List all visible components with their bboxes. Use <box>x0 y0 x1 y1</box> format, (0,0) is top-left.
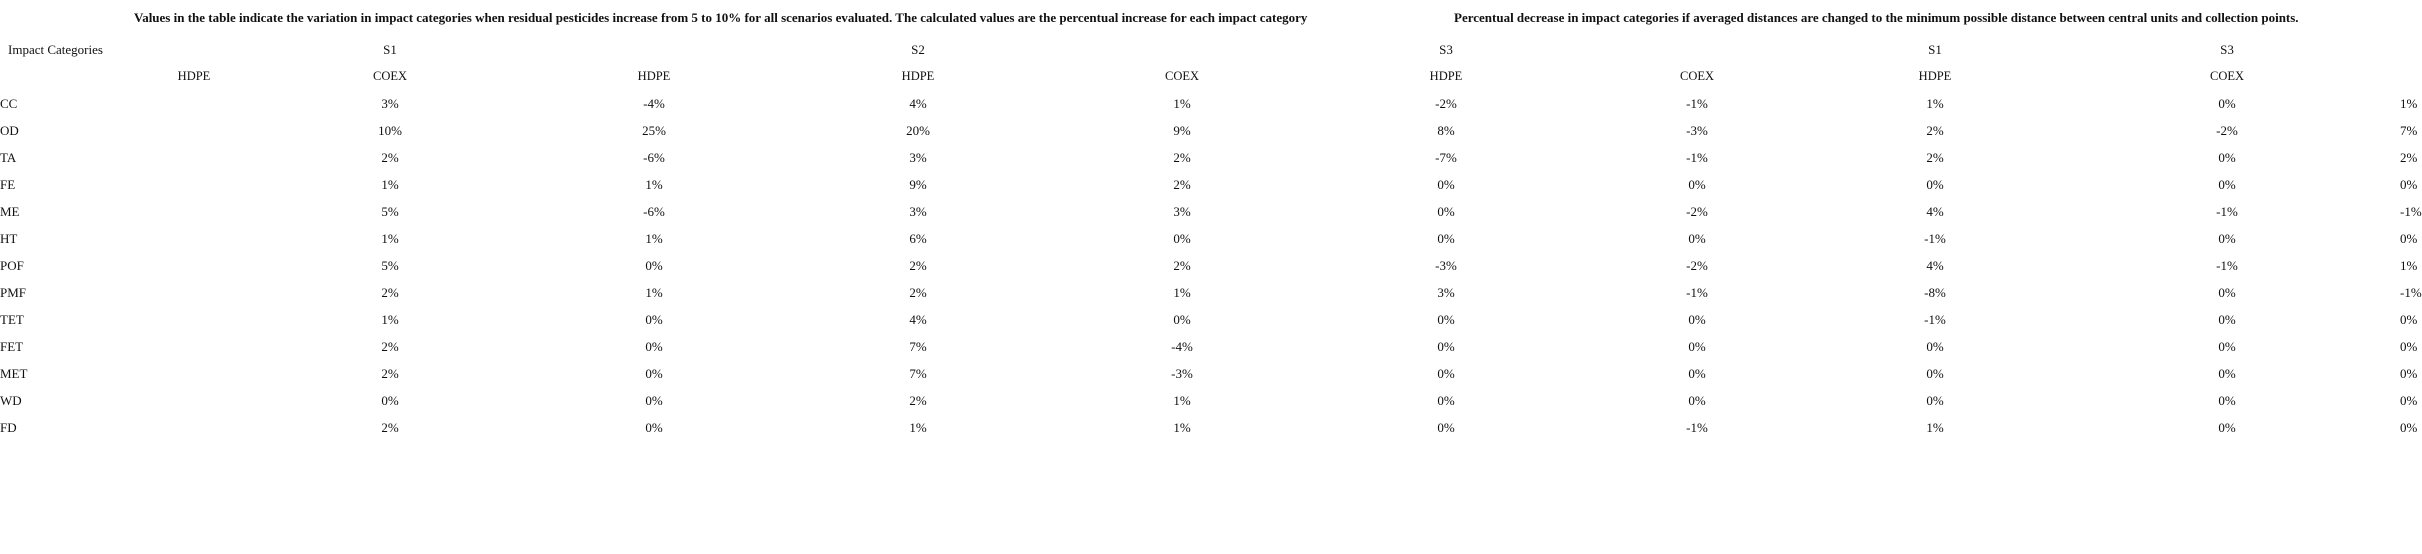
material-heading: HDPE <box>1918 69 1952 83</box>
percent-value-cell: 0% <box>2218 365 2236 381</box>
percent-value-cell: -1% <box>1686 95 1708 111</box>
impact-category-label: PMF <box>0 284 27 300</box>
scenario-heading: S1 <box>1928 41 1942 57</box>
percent-value-cell: 0% <box>1688 338 1706 354</box>
percent-value-cell: 0% <box>1926 338 1944 354</box>
percent-value-cell: 2% <box>909 392 927 408</box>
percent-value-cell: 1% <box>645 284 663 300</box>
percent-value-cell: 4% <box>1926 257 1944 273</box>
percent-value-cell: 1% <box>645 230 663 246</box>
impact-category-label: FE <box>0 176 16 192</box>
empty-cell <box>130 144 258 171</box>
percent-value-cell: -7% <box>1435 149 1457 165</box>
impact-categories-table <box>0 36 2422 441</box>
percent-value-cell: 0% <box>2218 338 2236 354</box>
percent-value-cell: 3% <box>1173 203 1191 219</box>
percent-value-cell: 20% <box>906 122 930 138</box>
percent-value-cell: 0% <box>645 419 663 435</box>
percent-value-cell: 7% <box>909 365 927 381</box>
percent-value-cell: 0% <box>1437 419 1455 435</box>
percent-value-cell: 7% <box>909 338 927 354</box>
percent-value-cell: 9% <box>1173 122 1191 138</box>
table-row: TA 2% -6% 3% 2% -7% -1% 2% 0% 2% <box>0 144 2400 171</box>
percent-value-cell: 2% <box>1926 149 1944 165</box>
empty-cell <box>130 117 258 144</box>
empty-header-cell <box>130 36 258 63</box>
material-heading: HDPE <box>177 69 211 83</box>
impact-category-label: OD <box>0 122 19 138</box>
percent-value-cell: 3% <box>909 149 927 165</box>
percent-value-cell: 2% <box>381 338 399 354</box>
impact-category-label: FD <box>0 419 17 435</box>
percent-value-cell: 4% <box>909 311 927 327</box>
percent-value-cell: -1% <box>1924 311 1946 327</box>
percent-value-cell: -3% <box>1171 365 1193 381</box>
empty-cell <box>130 333 258 360</box>
table-row: WD 0% 0% 2% 1% 0% 0% 0% 0% 0% <box>0 387 2400 414</box>
percent-value-cell: 0% <box>1688 176 1706 192</box>
percent-value-cell: -1% <box>1924 230 1946 246</box>
scenario-heading: S1 <box>383 41 397 57</box>
impact-category-label: POF <box>0 257 24 273</box>
percent-value-cell: 2% <box>1173 149 1191 165</box>
percent-value-cell: 2% <box>1173 176 1191 192</box>
percent-value-cell: -6% <box>643 149 665 165</box>
material-heading: COEX <box>2209 69 2245 83</box>
material-heading: COEX <box>1164 69 1200 83</box>
table-row: PMF 2% 1% 2% 1% 3% -1% -8% 0% -1% <box>0 279 2400 306</box>
empty-cell <box>130 414 258 441</box>
empty-header-cell <box>522 36 786 63</box>
impact-category-label: HT <box>0 230 18 246</box>
empty-cell <box>130 306 258 333</box>
empty-cell <box>130 225 258 252</box>
table-row: OD 10% 25% 20% 9% 8% -3% 2% -2% 7% <box>0 117 2400 144</box>
percent-value-cell: 9% <box>909 176 927 192</box>
percent-value-cell: 0% <box>2218 284 2236 300</box>
percent-value-cell: -2% <box>2216 122 2238 138</box>
table-body <box>0 90 2422 441</box>
empty-cell <box>130 252 258 279</box>
percent-value-cell: 8% <box>1437 122 1455 138</box>
percent-value-cell: 4% <box>1926 203 1944 219</box>
scenario-heading: S3 <box>1439 41 1453 57</box>
impact-category-label: FET <box>0 338 24 354</box>
percent-value-cell: 0% <box>2218 95 2236 111</box>
percent-value-cell: 0% <box>1926 392 1944 408</box>
percent-value-cell: 6% <box>909 230 927 246</box>
percent-value-cell: 0% <box>1688 392 1706 408</box>
percent-value-cell: 0% <box>1688 311 1706 327</box>
percent-value-cell: 0% <box>1173 230 1191 246</box>
impact-category-label: TET <box>0 311 24 327</box>
table-row: FD 2% 0% 1% 1% 0% -1% 1% 0% 0% <box>0 414 2400 441</box>
percent-value-cell: -3% <box>1435 257 1457 273</box>
percent-value-cell: 2% <box>909 284 927 300</box>
percent-value-cell: 0% <box>2218 149 2236 165</box>
percent-value-cell: 0% <box>381 392 399 408</box>
percent-value-cell: 2% <box>381 149 399 165</box>
percent-value-cell: -1% <box>1686 419 1708 435</box>
percent-value-cell: -6% <box>643 203 665 219</box>
percent-value-cell: 1% <box>381 176 399 192</box>
percent-value-cell: 0% <box>2218 419 2236 435</box>
percent-value-cell: 2% <box>909 257 927 273</box>
percent-value-cell: 1% <box>645 176 663 192</box>
percent-value-cell: 0% <box>2218 176 2236 192</box>
percent-value-cell: 2% <box>1926 122 1944 138</box>
material-heading: HDPE <box>1429 69 1463 83</box>
percent-value-cell: 1% <box>1926 95 1944 111</box>
table-row: POF 5% 0% 2% 2% -3% -2% 4% -1% 1% <box>0 252 2400 279</box>
percent-value-cell: 0% <box>1437 230 1455 246</box>
percent-value-cell: 0% <box>1926 176 1944 192</box>
material-heading: HDPE <box>637 69 671 83</box>
table-row: FET 2% 0% 7% -4% 0% 0% 0% 0% 0% <box>0 333 2400 360</box>
material-heading: COEX <box>372 69 408 83</box>
empty-cell <box>130 387 258 414</box>
table-row: MET 2% 0% 7% -3% 0% 0% 0% 0% 0% <box>0 360 2400 387</box>
percent-value-cell: 0% <box>1926 365 1944 381</box>
percent-value-cell: -1% <box>1686 149 1708 165</box>
percent-value-cell: 1% <box>381 311 399 327</box>
empty-header-cell <box>0 63 130 90</box>
table-row: TET 1% 0% 4% 0% 0% 0% -1% 0% 0% <box>0 306 2400 333</box>
percent-value-cell: 0% <box>2218 230 2236 246</box>
scenario-heading: S2 <box>911 41 925 57</box>
impact-category-label: CC <box>0 95 18 111</box>
percent-value-cell: 2% <box>381 419 399 435</box>
percent-value-cell: 0% <box>645 365 663 381</box>
percent-value-cell: 0% <box>2218 392 2236 408</box>
percent-value-cell: 1% <box>1926 419 1944 435</box>
empty-header-cell <box>1578 36 1816 63</box>
empty-cell <box>130 90 258 117</box>
percent-value-cell: 3% <box>909 203 927 219</box>
percent-value-cell: 0% <box>1437 365 1455 381</box>
percent-value-cell: -2% <box>1686 203 1708 219</box>
impact-categories-heading: Impact Categories <box>8 41 103 57</box>
empty-cell <box>130 171 258 198</box>
empty-cell <box>130 279 258 306</box>
percent-value-cell: 0% <box>1437 203 1455 219</box>
percent-value-cell: 5% <box>381 257 399 273</box>
percent-value-cell: 0% <box>1437 338 1455 354</box>
percent-value-cell: -4% <box>1171 338 1193 354</box>
percent-value-cell: 1% <box>1173 95 1191 111</box>
percent-value-cell: 3% <box>1437 284 1455 300</box>
percent-value-cell: -8% <box>1924 284 1946 300</box>
percent-value-cell: 2% <box>381 365 399 381</box>
percent-value-cell: 25% <box>642 122 666 138</box>
percent-value-cell: 4% <box>909 95 927 111</box>
percent-value-cell: -3% <box>1686 122 1708 138</box>
empty-header-cell <box>1050 36 1314 63</box>
percent-value-cell: 10% <box>378 122 402 138</box>
table-row: CC 3% -4% 4% 1% -2% -1% 1% 0% 1% <box>0 90 2400 117</box>
percent-value-cell: 0% <box>1437 311 1455 327</box>
impact-category-label: ME <box>0 203 20 219</box>
percent-value-cell: 3% <box>381 95 399 111</box>
scenario-heading: S3 <box>2220 41 2234 57</box>
percent-value-cell: 5% <box>381 203 399 219</box>
percent-value-cell: 0% <box>645 311 663 327</box>
scenario-header-row <box>0 36 2400 63</box>
percent-value-cell: 2% <box>381 284 399 300</box>
percent-value-cell: -1% <box>1686 284 1708 300</box>
material-heading: HDPE <box>901 69 935 83</box>
percent-value-cell: -4% <box>643 95 665 111</box>
table-row: HT 1% 1% 6% 0% 0% 0% -1% 0% 0% <box>0 225 2400 252</box>
distance-decrease-caption: Percentual decrease in impact categories if averaged distances are changed to the minimum possible distance between central units and collection points. <box>1454 10 2299 25</box>
material-header-row <box>0 63 2400 90</box>
percent-value-cell: 0% <box>645 392 663 408</box>
percent-value-cell: -2% <box>1686 257 1708 273</box>
empty-cell <box>130 198 258 225</box>
percent-value-cell: 1% <box>1173 284 1191 300</box>
table-row: FE 1% 1% 9% 2% 0% 0% 0% 0% 0% <box>0 171 2400 198</box>
impact-category-label: TA <box>0 149 17 165</box>
table-row: ME 5% -6% 3% 3% 0% -2% 4% -1% -1% <box>0 198 2400 225</box>
pesticide-variation-caption: Values in the table indicate the variation in impact categories when residual pesticides increase from 5 to 10% for all scenarios evaluated. The calculated values are the percentual increase for each impact category <box>134 10 1308 25</box>
percent-value-cell: 0% <box>1173 311 1191 327</box>
percent-value-cell: 2% <box>1173 257 1191 273</box>
percent-value-cell: -2% <box>1435 95 1457 111</box>
impact-category-label: MET <box>0 365 28 381</box>
percent-value-cell: 0% <box>645 257 663 273</box>
percent-value-cell: 0% <box>1688 230 1706 246</box>
percent-value-cell: 1% <box>1173 392 1191 408</box>
percent-value-cell: 0% <box>1437 176 1455 192</box>
percent-value-cell: -1% <box>2216 203 2238 219</box>
percent-value-cell: 1% <box>1173 419 1191 435</box>
empty-cell <box>130 360 258 387</box>
percent-value-cell: 0% <box>1437 392 1455 408</box>
percent-value-cell: 0% <box>2218 311 2236 327</box>
material-heading: COEX <box>1679 69 1715 83</box>
impact-category-label: WD <box>0 392 22 408</box>
percent-value-cell: -1% <box>2216 257 2238 273</box>
percent-value-cell: 0% <box>1688 365 1706 381</box>
percent-value-cell: 1% <box>381 230 399 246</box>
percent-value-cell: 0% <box>645 338 663 354</box>
percent-value-cell: 1% <box>909 419 927 435</box>
